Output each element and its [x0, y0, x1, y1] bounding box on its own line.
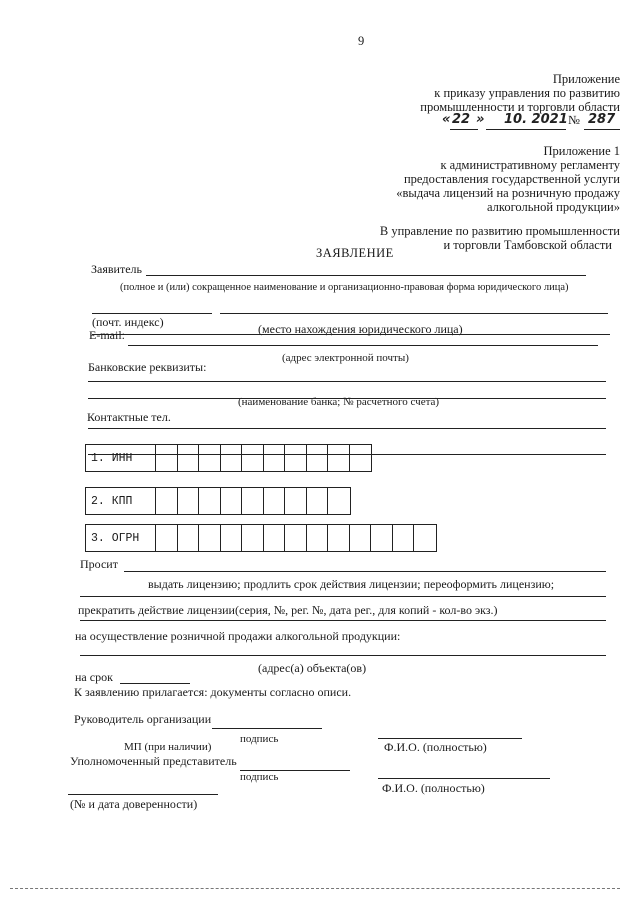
- inn-cell[interactable]: [199, 445, 221, 471]
- address-hint: (адрес(а) объекта(ов): [258, 661, 367, 675]
- date-close-quote: »: [476, 112, 485, 127]
- applicant-hint: (полное и (или) сокращенное наименование и организационно-правовая форма юридического лица): [120, 282, 569, 293]
- date-open-quote: «: [442, 112, 451, 127]
- head-fio-line[interactable]: [378, 738, 522, 739]
- bank-hint: (наименование банка; № расчетного счета): [238, 396, 440, 408]
- inn-cell[interactable]: [156, 445, 178, 471]
- request-line[interactable]: [124, 571, 606, 572]
- ogrn-cell[interactable]: [393, 525, 415, 551]
- number-label: №: [568, 113, 580, 127]
- head-signature-line[interactable]: [212, 728, 322, 729]
- ogrn-cell[interactable]: [371, 525, 393, 551]
- request-label: Просит: [80, 557, 118, 571]
- kpp-cell[interactable]: [199, 488, 221, 514]
- inn-cell[interactable]: [307, 445, 329, 471]
- applicant-line[interactable]: [146, 275, 586, 276]
- ogrn-cell[interactable]: [328, 525, 350, 551]
- postcode-hint: (почт. индекс): [92, 315, 164, 329]
- addressee-line-2: и торговли Тамбовской области: [443, 238, 612, 252]
- ogrn-cell[interactable]: [242, 525, 264, 551]
- kpp-cell[interactable]: [264, 488, 286, 514]
- inn-cell[interactable]: [221, 445, 243, 471]
- representative-fio-line[interactable]: [378, 778, 550, 779]
- date-month-year: 10. 2021: [504, 112, 568, 127]
- ogrn-box[interactable]: [85, 524, 437, 552]
- kpp-cell[interactable]: [307, 488, 329, 514]
- applicant-label: Заявитель: [91, 262, 142, 276]
- term-line[interactable]: [120, 683, 190, 684]
- request-line-2[interactable]: [80, 596, 606, 597]
- form-title: ЗАЯВЛЕНИЕ: [316, 246, 394, 260]
- ogrn-cell[interactable]: [350, 525, 372, 551]
- scan-edge-line: [10, 888, 620, 889]
- ogrn-cell[interactable]: [156, 525, 178, 551]
- term-label: на срок: [75, 670, 113, 684]
- date-day: 22: [452, 112, 471, 127]
- bank-label: Банковские реквизиты:: [88, 360, 207, 374]
- inn-cell[interactable]: [285, 445, 307, 471]
- ogrn-cell[interactable]: [414, 525, 436, 551]
- ogrn-cell[interactable]: [178, 525, 200, 551]
- location-hint: (место нахождения юридического лица): [258, 322, 463, 336]
- request-options-1: выдать лицензию; продлить срок действия лицензии; переоформить лицензию;: [148, 577, 555, 591]
- ogrn-cell[interactable]: [307, 525, 329, 551]
- representative-signature-hint: подпись: [240, 771, 279, 783]
- location-line-top[interactable]: [220, 313, 608, 314]
- annex-line-2: промышленности и торговли области: [420, 100, 620, 114]
- kpp-label: 2. КПП: [86, 488, 156, 514]
- regulation-line-4: алкогольной продукции»: [486, 200, 620, 214]
- addressee-line-1: В управление по развитию промышленности: [379, 224, 620, 238]
- request-options-2: прекратить действие лицензии(серия, №, рег. №, дата рег., для копий - кол-во экз.): [78, 603, 498, 617]
- email-hint: (адрес электронной почты): [282, 352, 409, 364]
- order-date-number: [442, 112, 622, 132]
- kpp-cell[interactable]: [242, 488, 264, 514]
- address-line[interactable]: [80, 655, 606, 656]
- ogrn-label: 3. ОГРН: [86, 525, 156, 551]
- contact-line-1[interactable]: [88, 428, 606, 429]
- location-line[interactable]: [92, 334, 610, 335]
- regulation-line-3: «выдача лицензий на розничную продажу: [396, 186, 620, 200]
- poa-line[interactable]: [68, 794, 218, 795]
- annex-line-1: к приказу управления по развитию: [434, 86, 620, 100]
- representative-label: Уполномоченный представитель: [70, 754, 237, 768]
- kpp-cell[interactable]: [178, 488, 200, 514]
- inn-cell[interactable]: [178, 445, 200, 471]
- head-signature-hint: подпись: [240, 733, 279, 745]
- contact-label: Контактные тел.: [87, 410, 171, 424]
- kpp-cell[interactable]: [156, 488, 178, 514]
- stamp-hint: МП (при наличии): [124, 741, 212, 753]
- attachment-text: К заявлению прилагается: документы согласно описи.: [74, 685, 352, 699]
- order-number: 287: [588, 112, 616, 127]
- regulation-line-1: к административному регламенту: [440, 158, 620, 172]
- inn-label: 1. ИНН: [86, 445, 156, 471]
- kpp-box[interactable]: [85, 487, 351, 515]
- email-line[interactable]: [128, 345, 598, 346]
- bank-line-1[interactable]: [88, 381, 606, 382]
- regulation-title: Приложение 1: [543, 144, 620, 158]
- ogrn-cell[interactable]: [285, 525, 307, 551]
- kpp-cell[interactable]: [285, 488, 307, 514]
- purpose-text: на осуществление розничной продажи алкогольной продукции:: [75, 629, 401, 643]
- ogrn-cell[interactable]: [221, 525, 243, 551]
- kpp-cell[interactable]: [221, 488, 243, 514]
- inn-cell[interactable]: [350, 445, 372, 471]
- kpp-cell[interactable]: [328, 488, 350, 514]
- inn-cell[interactable]: [264, 445, 286, 471]
- request-line-3[interactable]: [80, 620, 606, 621]
- inn-cell[interactable]: [242, 445, 264, 471]
- ogrn-cell[interactable]: [199, 525, 221, 551]
- ogrn-cell[interactable]: [264, 525, 286, 551]
- head-label: Руководитель организации: [74, 712, 212, 726]
- poa-hint: (№ и дата доверенности): [70, 797, 198, 811]
- inn-cell[interactable]: [328, 445, 350, 471]
- annex-title: Приложение: [552, 72, 620, 86]
- bank-line-2[interactable]: [88, 398, 606, 399]
- email-label: E-mail:: [89, 328, 125, 342]
- representative-fio-hint: Ф.И.О. (полностью): [382, 781, 485, 795]
- head-fio-hint: Ф.И.О. (полностью): [384, 740, 487, 754]
- postcode-line[interactable]: [92, 313, 212, 314]
- regulation-line-2: предоставления государственной услуги: [403, 172, 620, 186]
- inn-box[interactable]: [85, 444, 372, 472]
- page-number: 9: [358, 34, 365, 48]
